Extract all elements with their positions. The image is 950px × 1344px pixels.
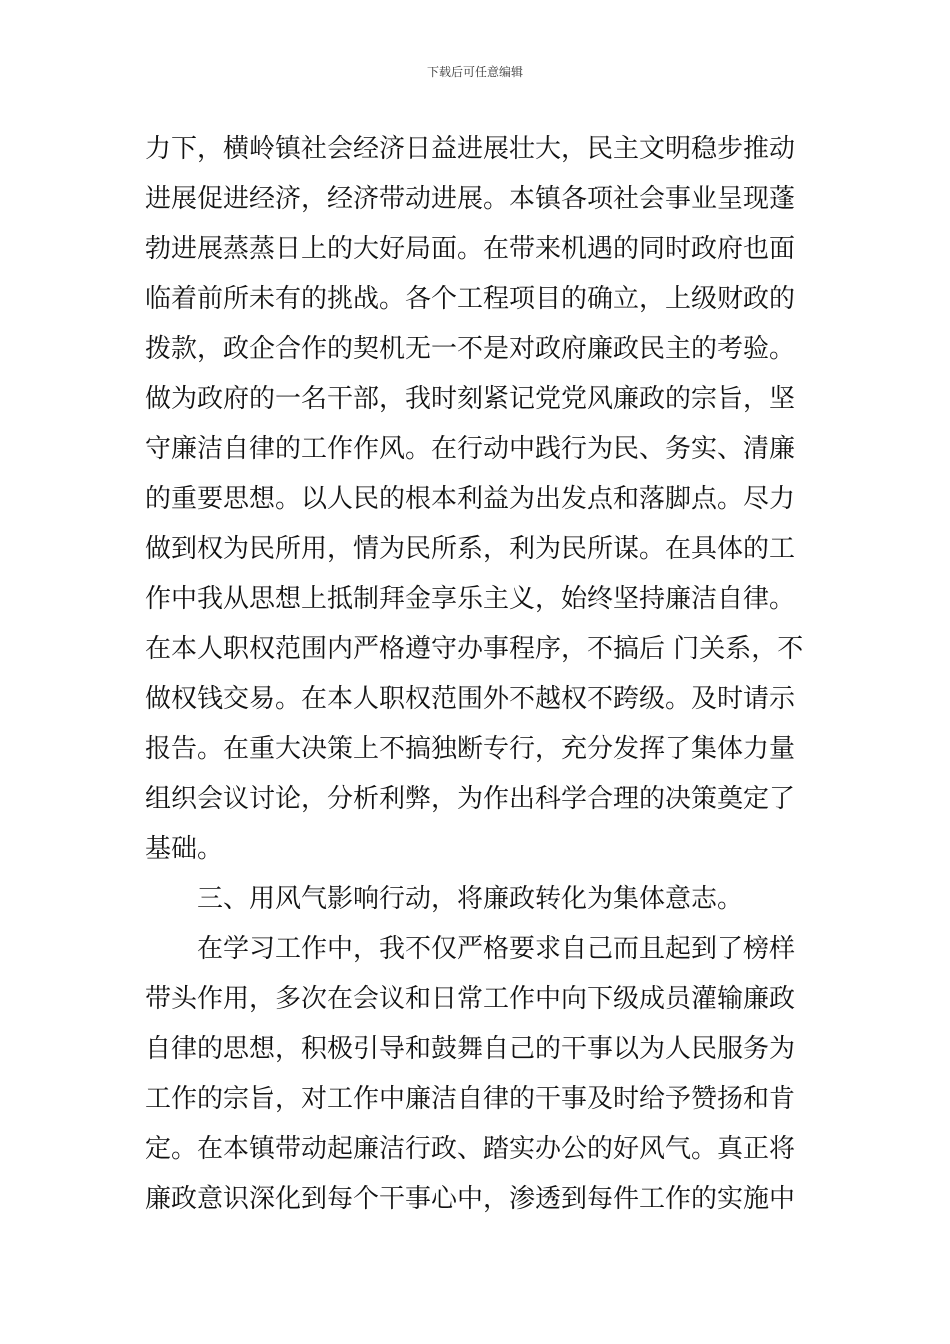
paragraph-line: 的重要思想。以人民的根本利益为出发点和落脚点。尽力 xyxy=(145,484,796,514)
paragraph-line: 勃进展蒸蒸日上的大好局面。在带来机遇的同时政府也面 xyxy=(145,234,796,264)
body-text xyxy=(145,124,815,1224)
paragraph-line: 做到权为民所用，情为民所系，利为民所谋。在具体的工 xyxy=(145,534,796,564)
section-heading: 三、用风气影响行动，将廉政转化为集体意志。 xyxy=(197,884,744,914)
paragraph-line: 廉政意识深化到每个干事心中，渗透到每件工作的实施中 xyxy=(145,1184,796,1214)
paragraph-line: 作中我从思想上抵制拜金享乐主义，始终坚持廉洁自律。 xyxy=(145,584,796,614)
paragraph-line: 在学习工作中，我不仅严格要求自己而且起到了榜样 xyxy=(197,934,796,964)
paragraph-line: 守廉洁自律的工作作风。在行动中践行为民、务实、清廉 xyxy=(145,434,796,464)
paragraph-line: 带头作用，多次在会议和日常工作中向下级成员灌输廉政 xyxy=(145,984,796,1014)
paragraph-line: 进展促进经济，经济带动进展。本镇各项社会事业呈现蓬 xyxy=(145,184,796,214)
paragraph-line: 力下，横岭镇社会经济日益进展壮大，民主文明稳步推动 xyxy=(145,134,796,164)
paragraph-line: 在本人职权范围内严格遵守办事程序，不搞后 门关系，不 xyxy=(145,634,804,664)
paragraph-line: 组织会议讨论，分析利弊，为作出科学合理的决策奠定了 xyxy=(145,784,796,814)
paragraph-line: 拨款，政企合作的契机无一不是对政府廉政民主的考验。 xyxy=(145,334,796,364)
paragraph-line: 临着前所未有的挑战。各个工程项目的确立，上级财政的 xyxy=(145,284,796,314)
paragraph-line: 自律的思想，积极引导和鼓舞自己的干事以为人民服务为 xyxy=(145,1034,796,1064)
paragraph-line: 报告。在重大决策上不搞独断专行，充分发挥了集体力量 xyxy=(145,734,796,764)
page-header: 下载后可任意编辑 xyxy=(426,65,523,79)
paragraph-line: 定。在本镇带动起廉洁行政、踏实办公的好风气。真正将 xyxy=(145,1134,796,1164)
paragraph-line: 工作的宗旨，对工作中廉洁自律的干事及时给予赞扬和肯 xyxy=(145,1084,796,1114)
paragraph-line: 做权钱交易。在本人职权范围外不越权不跨级。及时请示 xyxy=(145,684,796,714)
paragraph-line: 做为政府的一名干部，我时刻紧记党党风廉政的宗旨，坚 xyxy=(145,384,796,414)
paragraph-line: 基础。 xyxy=(145,834,224,864)
